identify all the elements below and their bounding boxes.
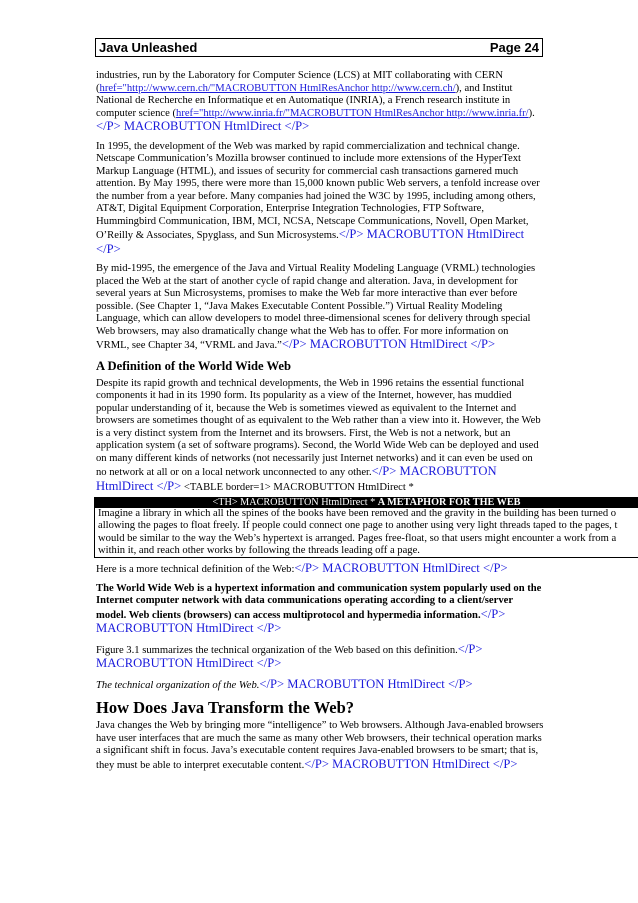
header-book-title: Java Unleashed [99, 40, 198, 55]
metaphor-table-header [94, 497, 638, 508]
figure-caption [96, 678, 544, 693]
table-cell-line: would be similar to the way the Web’s hypertext is arranged. Pages free-float, so that users might encounter a work from a [98, 532, 617, 544]
paragraph-text: The World Wide Web is a hypertext information and communication system popularly used on the Internet computer network with data communications operating according to a client/server model. Web clients (browsers) can access multiprotocol and hypermedia information. [96, 582, 542, 621]
macrobutton-html-direct: </P> MACROBUTTON HtmlDirect </P> [259, 676, 473, 691]
macrobutton-html-direct: </P> MACROBUTTON HtmlDirect </P> [96, 464, 497, 493]
paragraph-1995-development [96, 141, 544, 258]
table-cell-line: allowing the pages to float freely. If people could connect one page to another using very light threads taped to the pages, t [98, 520, 618, 532]
page-header [95, 38, 543, 57]
macrobutton-html-direct: </P> MACROBUTTON HtmlDirect </P> [294, 561, 508, 576]
paragraph-text: Java changes the Web by bringing more “intelligence” to Web browsers. Although Java-enabled browsers have user interfaces that are much the same as many other Web browsers, their technical operation marks a significant shift in focus. Java’s executable content requires Java-enabled browsers to be smart; that is, they must be able to interpret executable content. [96, 720, 544, 771]
metaphor-table-cell [94, 508, 638, 558]
paragraph-text: By mid-1995, the emergence of the Java and Virtual Reality Modeling Language (VRML) technologies placed the Web at the start of another cycle of rapid change and alteration. Java, in development for several years at Sun Microsystems, promises to make the Web far more interactive than ever before possible. (See Chapter 1, “Java Makes Executable Content Possible.”) Virtual Reality Modeling Language, which can allow developers to model three-dimensional scenes for delivery through special Web browsers, may also dramatically change what the Web has to offer. For more information on VRML, see Chapter 34, “VRML and Java.” [96, 263, 536, 351]
paragraph-text: In 1995, the development of the Web was marked by rapid commercialization and technical change. Netscape Communication’s Mozilla browser continued to include more extensions of the HyperText Markup Language (HTML), and issues of security for commercial cash transactions garnered much attention. By May 1995, there were more than 15,000 known public Web servers, a tenfold increase over the number from a year before. Many companies had joined the W3C by 1995, including among others, AT&T, Digital Equipment Corporation, Enterprise Integration Technologies, FTP Software, Hummingbird Communication, IBM, MCI, NCSA, Netscape Communications, Novell, Open Market, O’Reilly & Associates, Spyglass, and Sun Microsystems. [96, 140, 540, 241]
heading-java-transform: How Does Java Transform the Web? [96, 698, 355, 718]
macrobutton-html-direct: </P> MACROBUTTON HtmlDirect </P> [96, 227, 525, 256]
macrobutton-html-direct: </P> MACROBUTTON HtmlDirect </P> [96, 119, 310, 133]
paragraph-web-distinct-system [96, 378, 544, 495]
header-page-number: Page 24 [489, 40, 539, 55]
cern-link[interactable]: href="http://www.cern.ch/"MACROBUTTON HtmlResAnchor http://www.cern.ch/ [99, 82, 456, 94]
paragraph-text: ), and Institut National de Recherche en Informatique et en Automatique (INRIA), a French research institute in computer science ( [96, 82, 513, 119]
paragraph-text: Here is a more technical definition of the Web: [96, 564, 295, 576]
paragraph-figure-reference [96, 643, 544, 672]
macrobutton-html-direct: </P> MACROBUTTON HtmlDirect </P> [281, 337, 496, 351]
macrobutton-html-direct: </P> MACROBUTTON HtmlDirect </P> [96, 641, 483, 671]
table-cell-line: within it, and reach other works by following the threads leading off a page. [98, 544, 420, 556]
paragraph-text: ). [528, 107, 535, 119]
paragraph-text: Despite its rapid growth and technical developments, the Web in 1996 retains the essential functional components it had in its 1990 form. Its popularity as a view of the Internet, however, has muddied popular understanding of it, because the Web is sometimes viewed as equivalent to the Internet and browsers are sometimes thought of as equivalent to the Web rather than a view into it. However, the Web is a very distinct system from the Internet and its browsers. First, the Web is not a network, but an application system (a set of software programs). Second, the World Wide Web can be deployed and used on many different kinds of networks (not necessarily just Internet networks) and it can even be used on no network at all or on a local network unconnected to any other. [96, 377, 541, 478]
inria-link[interactable]: href="http://www.inria.fr/"MACROBUTTON HtmlResAnchor http://www.inria.fr/ [176, 107, 529, 119]
paragraph-java-vrml [96, 263, 544, 353]
paragraph-technical-definition-intro [96, 562, 544, 577]
paragraph-w3c-founding [96, 70, 544, 135]
paragraph-text: industries, run by the Laboratory for Computer Science (LCS) at MIT collaborating with CERN ( [96, 70, 503, 94]
heading-definition: A Definition of the World Wide Web [96, 358, 291, 373]
paragraph-java-intelligence [96, 720, 544, 772]
table-header-title: A METAPHOR FOR THE WEB [377, 497, 521, 508]
caption-text: The technical organization of the Web. [96, 679, 260, 691]
paragraph-bold-definition [96, 583, 544, 637]
macrobutton-html-direct: </P> MACROBUTTON HtmlDirect </P> [96, 606, 506, 636]
table-cell-line: Imagine a library in which all the spines of the books have been removed and the gravity in the building has been turned o [98, 508, 617, 519]
paragraph-text: Figure 3.1 summarizes the technical organization of the Web based on this definition. [96, 644, 458, 656]
table-header-markup: <TH> MACROBUTTON HtmlDirect * [212, 497, 376, 508]
page-content [96, 70, 618, 778]
macrobutton-html-direct: </P> MACROBUTTON HtmlDirect </P> [304, 756, 518, 771]
metaphor-table [94, 497, 638, 558]
table-markup-text: <TABLE border=1> MACROBUTTON HtmlDirect * [181, 481, 414, 493]
